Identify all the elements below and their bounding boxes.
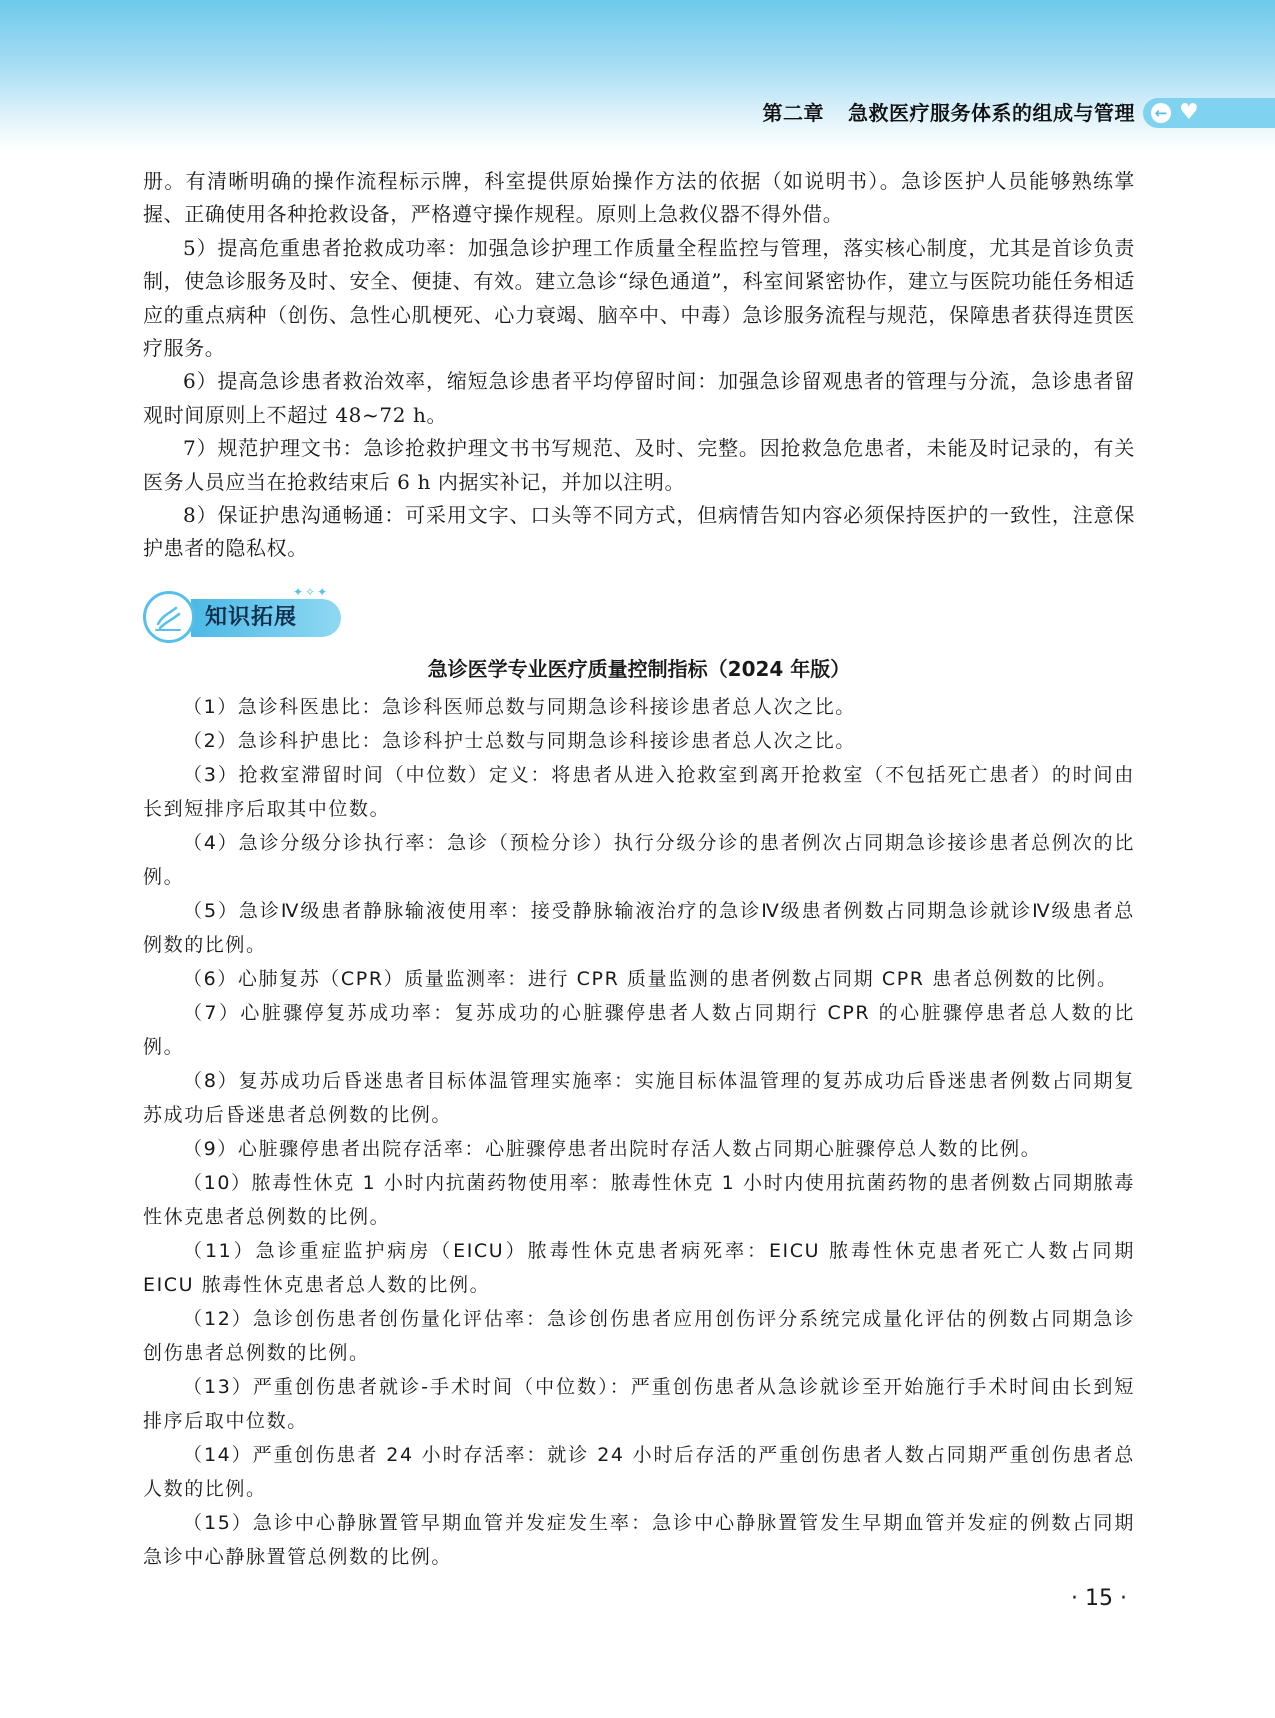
indicator-item: （7）心脏骤停复苏成功率：复苏成功的心脏骤停患者人数占同期行 CPR 的心脏骤停患者总人数的比例。 [143,1002,1135,1058]
chapter-title: 急救医疗服务体系的组成与管理 [848,101,1135,125]
chapter-heading [763,98,1136,128]
knowledge-book-icon [143,591,195,643]
indicator-item: （8）复苏成功后昏迷患者目标体温管理实施率：实施目标体温管理的复苏成功后昏迷患者例数占同期复苏成功后昏迷患者总例数的比例。 [143,1070,1135,1126]
paragraph: 8）保证护患沟通畅通：可采用文字、口头等不同方式，但病情告知内容必须保持医护的一致性，注意保护患者的隐私权。 [143,503,1135,561]
chapter-number: 第二章 [762,101,824,125]
indicator-item: （13）严重创伤患者就诊-手术时间（中位数）：严重创伤患者从急诊就诊至开始施行手术时间由长到短排序后取中位数。 [143,1376,1135,1432]
back-arrow-icon[interactable]: ← [1151,103,1171,123]
knowledge-extension-section [143,652,1135,1574]
indicator-item: （6）心肺复苏（CPR）质量监测率：进行 CPR 质量监测的患者例数占同期 CPR 患者总例数的比例。 [183,968,1118,990]
body-text [143,165,1135,566]
sparkle-stars-icon: ✦✧✦ [293,585,330,599]
indicator-item: （4）急诊分级分诊执行率：急诊（预检分诊）执行分级分诊的患者例次占同期急诊接诊患者总例次的比例。 [143,832,1135,888]
header-icon-tab [1143,98,1275,128]
heart-icon: ♥ [1179,100,1199,125]
banner-label: 知识拓展 [205,605,298,630]
extension-title: 急诊医学专业医疗质量控制指标（2024 年版） [427,657,851,681]
page-number: · 15 · [1071,1586,1127,1611]
knowledge-extension-banner [143,585,363,655]
indicator-item: （15）急诊中心静脉置管早期血管并发症发生率：急诊中心静脉置管发生早期血管并发症的例数占同期急诊中心静脉置管总例数的比例。 [143,1512,1135,1568]
indicator-item: （14）严重创伤患者 24 小时存活率：就诊 24 小时后存活的严重创伤患者人数占同期严重创伤患者总人数的比例。 [143,1444,1135,1500]
indicator-item: （3）抢救室滞留时间（中位数）定义：将患者从进入抢救室到离开抢救室（不包括死亡患者）的时间由长到短排序后取其中位数。 [143,764,1135,820]
paragraph: 5）提高危重患者抢救成功率：加强急诊护理工作质量全程监控与管理，落实核心制度，尤其是首诊负责制，使急诊服务及时、安全、便捷、有效。建立急诊“绿色通道”，科室间紧密协作，建立与医院功能任务相适应的重点病种（创伤、急性心肌梗死、心力衰竭、脑卒中、中毒）急诊服务流程与规范，保障患者获得连贯医疗服务。 [143,235,1135,361]
indicator-item: （11）急诊重症监护病房（EICU）脓毒性休克患者病死率：EICU 脓毒性休克患者死亡人数占同期 EICU 脓毒性休克患者总人数的比例。 [143,1240,1135,1296]
indicator-item: （12）急诊创伤患者创伤量化评估率：急诊创伤患者应用创伤评分系统完成量化评估的例数占同期急诊创伤患者总例数的比例。 [143,1308,1135,1364]
indicator-item: （5）急诊Ⅳ级患者静脉输液使用率：接受静脉输液治疗的急诊Ⅳ级患者例数占同期急诊就诊Ⅳ级患者总例数的比例。 [143,900,1135,956]
indicator-item: （9）心脏骤停患者出院存活率：心脏骤停患者出院时存活人数占同期心脏骤停总人数的比例。 [183,1138,1042,1160]
paragraph: 7）规范护理文书：急诊抢救护理文书书写规范、及时、完整。因抢救急危患者，未能及时记录的，有关医务人员应当在抢救结束后 6 h 内据实补记，并加以注明。 [143,436,1135,494]
running-header [0,96,1275,134]
indicator-item: （1）急诊科医患比：急诊科医师总数与同期急诊科接诊患者总人次之比。 [183,696,856,718]
paragraph: 册。有清晰明确的操作流程标示牌，科室提供原始操作方法的依据（如说明书）。急诊医护人员能够熟练掌握、正确使用各种抢救设备，严格遵守操作规程。原则上急救仪器不得外借。 [143,169,1135,227]
indicator-item: （2）急诊科护患比：急诊科护士总数与同期急诊科接诊患者总人次之比。 [183,730,856,752]
paragraph: 6）提高急诊患者救治效率，缩短急诊患者平均停留时间：加强急诊留观患者的管理与分流，急诊患者留观时间原则上不超过 48~72 h。 [143,369,1135,427]
indicator-item: （10）脓毒性休克 1 小时内抗菌药物使用率：脓毒性休克 1 小时内使用抗菌药物的患者例数占同期脓毒性休克患者总例数的比例。 [143,1172,1135,1228]
